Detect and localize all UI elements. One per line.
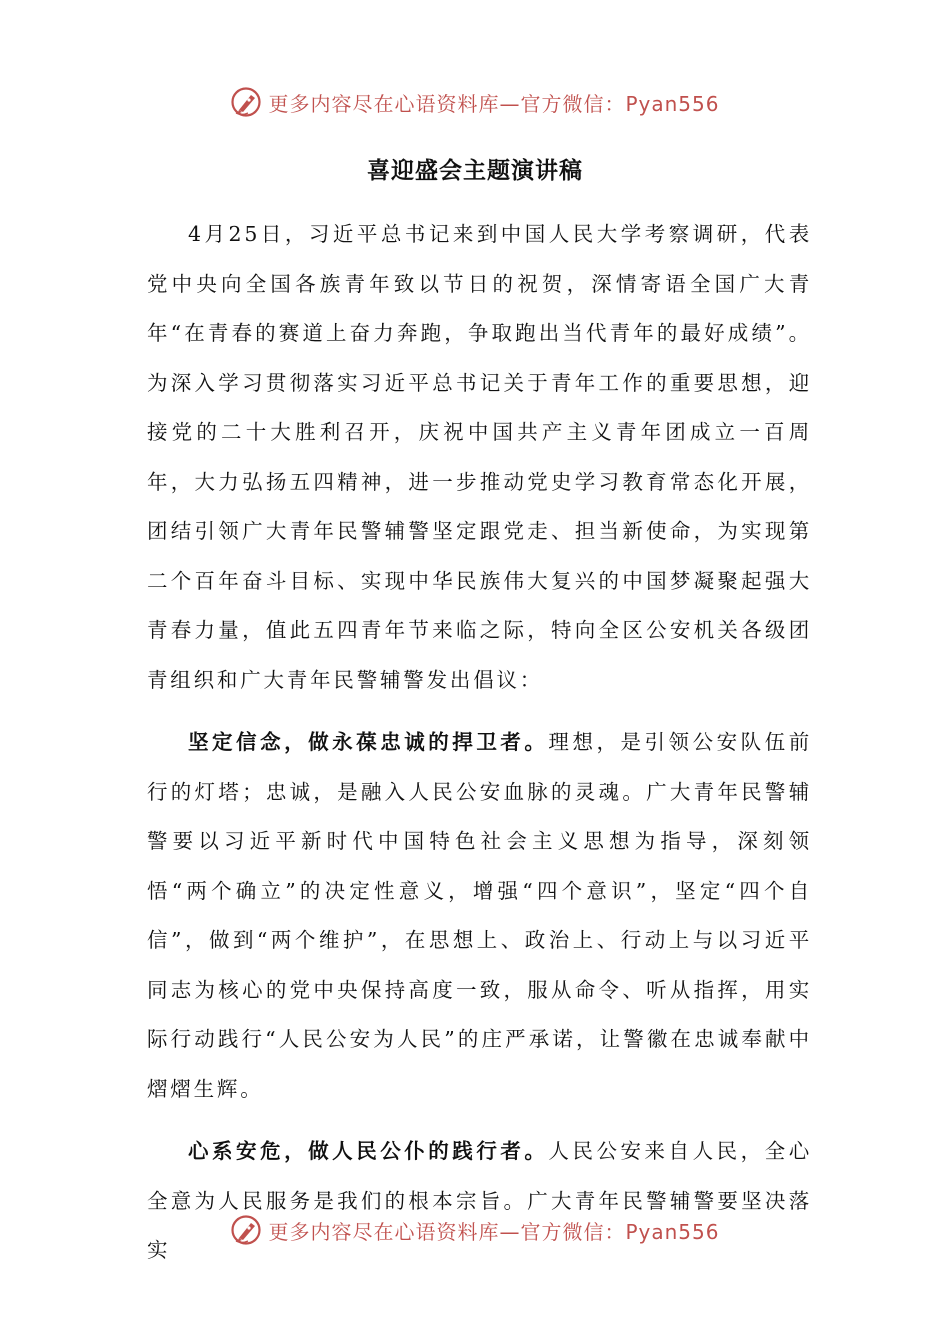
paragraph-body: 理想，是引领公安队伍前行的灯塔；忠诚，是融入人民公安血脉的灵魂。广大青年民警辅警要以习近平新时代中国特色社会主义思想为指导，深刻领悟“两个确立”的决定性意义，增强“四个意识”，坚定“四个自信”，做到“两个维护”，在思想上、政治上、行动上与以习近平同志为核心的党中央保持高度一致，服从命令、听从指挥，用实际行动践行“人民公安为人民”的庄严承诺，让警徽在忠诚奉献中熠熠生辉。 [147,730,812,1101]
document-body [147,210,812,1276]
header-watermark [0,82,950,122]
paragraph-body: 人民公安来自人民，全心全意为人民服务是我们的根本宗旨。广大青年民警辅警要坚决落实 [147,1139,812,1262]
document-title: 喜迎盛会主题演讲稿 [367,157,583,184]
paragraph [147,1127,812,1276]
watermark-text: 更多内容尽在心语资料库—官方微信：Pyan556 [268,91,720,116]
paragraph-lead: 坚定信念，做永葆忠诚的捍卫者。 [188,730,549,754]
pen-nib-logo-icon [230,1214,262,1246]
paragraph [147,718,812,1114]
paragraph-lead: 心系安危，做人民公仆的践行者。 [188,1139,549,1163]
watermark-text: 更多内容尽在心语资料库—官方微信：Pyan556 [268,1219,720,1244]
footer-watermark [0,1210,950,1250]
pen-nib-logo-icon [230,86,262,118]
paragraph [147,210,812,705]
paragraph-body: 4月25日，习近平总书记来到中国人民大学考察调研，代表党中央向全国各族青年致以节日的祝贺，深情寄语全国广大青年“在青春的赛道上奋力奔跑，争取跑出当代青年的最好成绩”。为深入学习贯彻落实习近平总书记关于青年工作的重要思想，迎接党的二十大胜利召开，庆祝中国共产主义青年团成立一百周年，大力弘扬五四精神，进一步推动党史学习教育常态化开展，团结引领广大青年民警辅警坚定跟党走、担当新使命，为实现第二个百年奋斗目标、实现中华民族伟大复兴的中国梦凝聚起强大青春力量，值此五四青年节来临之际，特向全区公安机关各级团青组织和广大青年民警辅警发出倡议： [147,222,812,692]
